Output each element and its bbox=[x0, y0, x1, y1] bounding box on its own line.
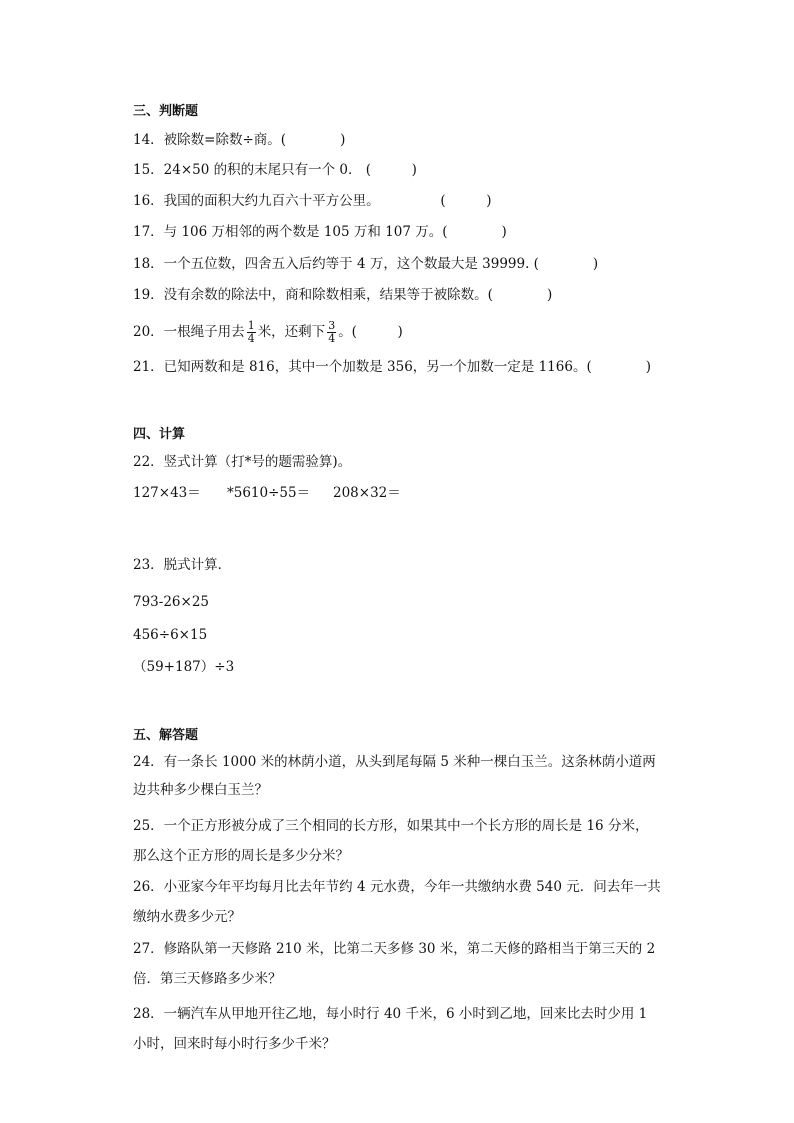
question-22: 22．竖式计算（打*号的题需验算)。 bbox=[133, 454, 352, 470]
question-20 bbox=[133, 320, 403, 345]
fraction-numerator: 3 bbox=[328, 319, 336, 332]
question-22-expressions bbox=[133, 483, 401, 503]
question-27-line-1: 27．修路队第一天修路 210 米，比第二天多修 30 米，第二天修的路相当于第三天的 2 bbox=[133, 941, 656, 957]
question-23: 23．脱式计算． bbox=[133, 557, 232, 573]
section-4-title: 四、计算 bbox=[133, 427, 186, 442]
question-28-line-1: 28．一辆汽车从甲地开往乙地，每小时行 40 千米，6 小时到乙地，回来比去时少用 1 bbox=[133, 1006, 648, 1022]
question-17: 17．与 106 万相邻的两个数是 105 万和 107 万。( ) bbox=[133, 224, 507, 240]
question-15: 15．24×50 的积的末尾只有一个 0． ( ) bbox=[133, 162, 417, 178]
section-5-title: 五、解答题 bbox=[133, 728, 199, 743]
question-19: 19．没有余数的除法中，商和除数相乘，结果等于被除数。( ) bbox=[133, 287, 553, 303]
question-21: 21．已知两数和是 816，其中一个加数是 356，另一个加数一定是 1166。( ) bbox=[133, 359, 651, 375]
question-25-line-1: 25．一个正方形被分成了三个相同的长方形，如果其中一个长方形的周长是 16 分米， bbox=[133, 818, 649, 834]
expression-456: 456÷6×15 bbox=[133, 627, 208, 643]
question-16: 16．我国的面积大约九百六十平方公里。 ( ) bbox=[133, 193, 492, 209]
question-20-text-a: 20．一根绳子用去 bbox=[133, 324, 245, 340]
question-24-line-2: 边共种多少棵白玉兰？ bbox=[133, 782, 268, 798]
fraction-numerator: 1 bbox=[247, 319, 255, 332]
question-14: 14．被除数=除数÷商。( ) bbox=[133, 132, 346, 148]
expression-1: 127×43＝ bbox=[133, 485, 201, 501]
question-24-line-1: 24．有一条长 1000 米的林荫小道，从头到尾每隔 5 米种一棵白玉兰。这条林荫小道两 bbox=[133, 754, 656, 770]
expression-2: *5610÷55＝ bbox=[227, 485, 311, 501]
question-20-text-b: 米，还剩下 bbox=[257, 324, 326, 340]
question-28-line-2: 小时，回来时每小时行多少千米？ bbox=[133, 1036, 336, 1052]
fraction-denominator: 4 bbox=[328, 332, 336, 345]
expression-3: 208×32＝ bbox=[333, 485, 401, 501]
section-3-title: 三、判断题 bbox=[133, 104, 199, 119]
question-25-line-2: 那么这个正方形的周长是多少分米？ bbox=[133, 848, 349, 864]
fraction-denominator: 4 bbox=[247, 332, 255, 345]
question-20-text-c: 。( ) bbox=[338, 324, 403, 340]
question-26-line-1: 26．小亚家今年平均每月比去年节约 4 元水费，今年一共缴纳水费 540 元．问去年一共 bbox=[133, 879, 661, 895]
fraction-three-quarters bbox=[327, 320, 336, 345]
question-26-line-2: 缴纳水费多少元？ bbox=[133, 909, 241, 925]
expression-59: （59+187）÷3 bbox=[133, 659, 235, 675]
question-27-line-2: 倍．第三天修路多少米？ bbox=[133, 971, 282, 987]
fraction-one-quarter bbox=[247, 320, 256, 345]
expression-793: 793-26×25 bbox=[133, 594, 209, 610]
question-18: 18．一个五位数，四舍五入后约等于 4 万，这个数最大是 39999. ( ) bbox=[133, 256, 599, 272]
